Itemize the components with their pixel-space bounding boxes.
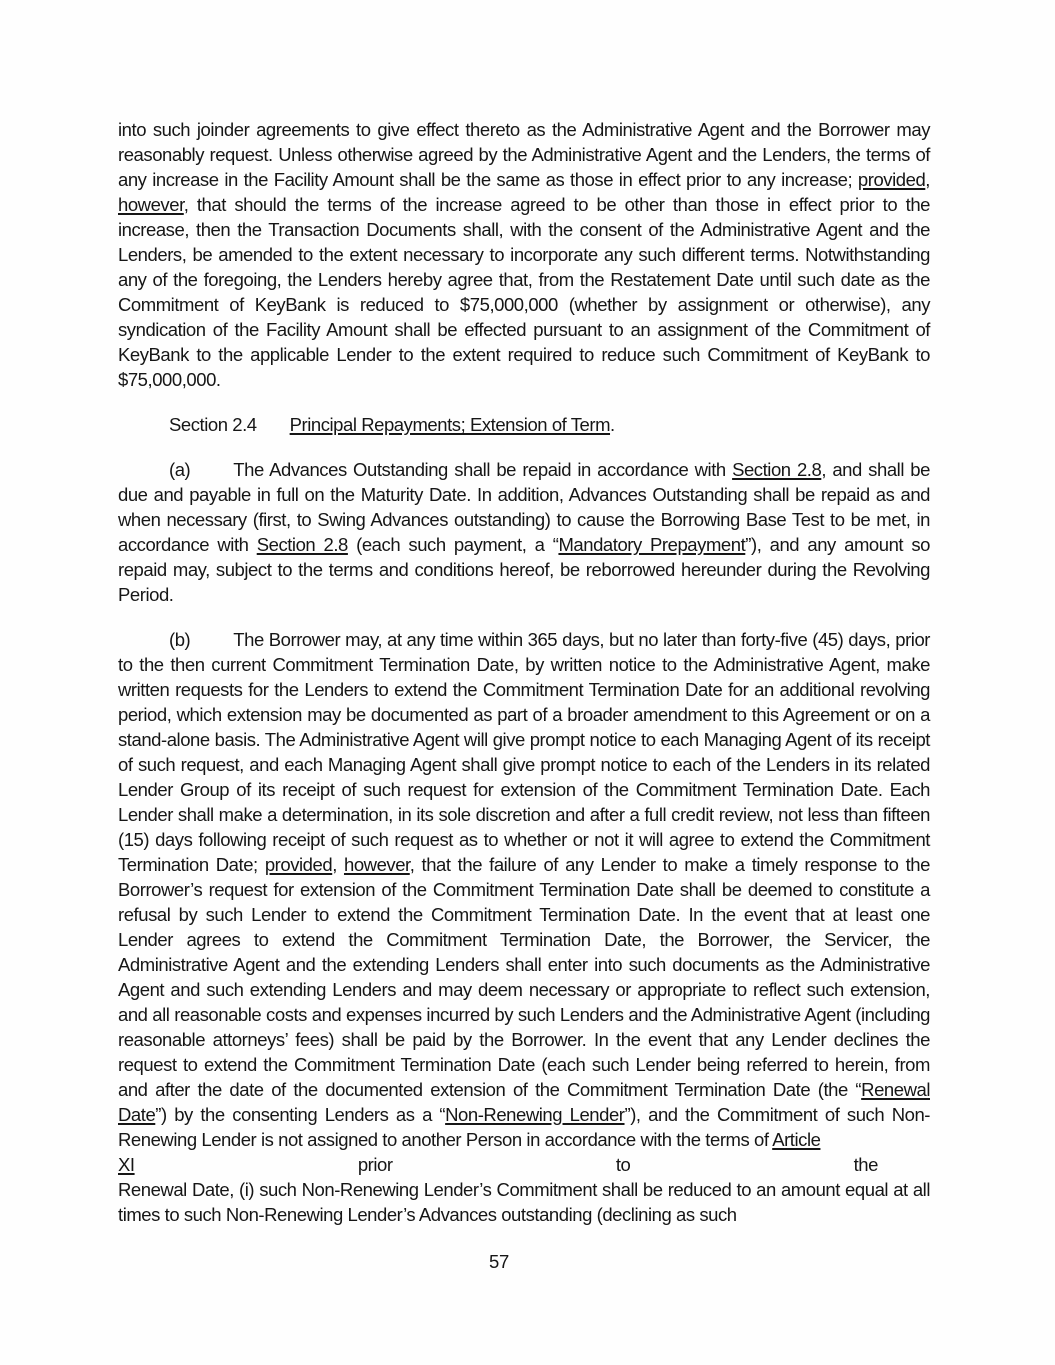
paragraph-b-text: The Borrower may, at any time within 365 days, but no later than forty-five (45) days, prior to the then current Commitment Termination Date, by written notice to the Administrative Agent, make written requests for the Lenders to extend the Commitment Termination Date for an additional revolving period, which extension may be documented as part of a broader amendment to this Agreement or on a stand-alone basis. The Administrative Agent will give prompt notice to each Managing Agent of its receipt of such request, and each Managing Agent shall give prompt notice to each of the Lenders in its related Lender Group of its receipt of such request for extension of the Commitment Termination Date. Each Lender shall make a determination, in its sole discretion and after a full credit review, not less than fifteen (15) days following receipt of such request as to whether or not it will agree to extend the Commitment Termination Date; provided, however, that the failure of any Lender to make a timely response to the Borrower’s request for extension of the Commitment Termination Date shall be deemed to constitute a refusal by such Lender to extend the Commitment Termination Date. In the event that at least one Lender agrees to extend the Commitment Termination Date, the Borrower, the Servicer, the Administrative Agent and the extending Lenders shall enter into such documents as the Administrative Agent and such extending Lenders and may deem necessary or appropriate to reflect such extension, and all reasonable costs and expenses incurred by such Lenders and the Administrative Agent (including reasonable attorneys’ fees) shall be paid by the Borrower. In the event that any Lender declines the request to extend the Commitment Termination Date (each such Lender being referred to herein, from and after the date of the documented extension of the Commitment Termination Date (the “Renewal Date”) by the consenting Lenders as a “Non-Renewing Lender”), and the Commitment of such Non-Renewing Lender is not assigned to another Person in accordance with the terms of Article (118, 629, 930, 1150)
section-title: Principal Repayments; Extension of Term (289, 414, 611, 435)
section-heading (118, 412, 930, 437)
section-heading-period: . (610, 414, 615, 435)
page-content (118, 117, 930, 1227)
section-number: Section 2.4 (169, 414, 257, 435)
justified-overflow-line: XI prior to the (118, 1154, 878, 1175)
paragraph-b-tail: Renewal Date, (i) such Non-Renewing Lender’s Commitment shall be reduced to an amount equal at all times to such Non-Renewing Lender’s Advances outstanding (declining as such (118, 1179, 930, 1225)
paragraph-a-marker: (a) (169, 459, 191, 480)
paragraph-a-text: The Advances Outstanding shall be repaid in accordance with Section 2.8, and shall be due and payable in full on the Maturity Date. In addition, Advances Outstanding shall be repaid as and when necessary (first, to Swing Advances outstanding) to cause the Borrowing Base Test to be met, in accordance with Section 2.8 (each such payment, a “Mandatory Prepayment”), and any amount so repaid may, subject to the terms and conditions hereof, be reborrowed hereunder during the Revolving Period. (118, 459, 930, 605)
paragraph-a (118, 457, 930, 607)
page-number: 57 (489, 1251, 509, 1272)
paragraph-b-marker: (b) (169, 629, 191, 650)
paragraph-b (118, 627, 930, 1152)
paragraph-intro: into such joinder agreements to give effect thereto as the Administrative Agent and the Borrower may reasonably request. Unless otherwise agreed by the Administrative Agent and the Lenders, the terms of any increase in the Facility Amount shall be the same as those in effect prior to any increase; provided, however, that should the terms of the increase agreed to be other than those in effect prior to the increase, then the Transaction Documents shall, with the consent of the Administrative Agent and the Lenders, be amended to the extent necessary to incorporate any such different terms. Notwithstanding any of the foregoing, the Lenders hereby agree that, from the Restatement Date until such date as the Commitment of KeyBank is reduced to $75,000,000 (whether by assignment or otherwise), any syndication of the Facility Amount shall be effected pursuant to an assignment of the Commitment of KeyBank to the applicable Lender to the extent required to reduce such Commitment of KeyBank to $75,000,000. (118, 119, 930, 390)
